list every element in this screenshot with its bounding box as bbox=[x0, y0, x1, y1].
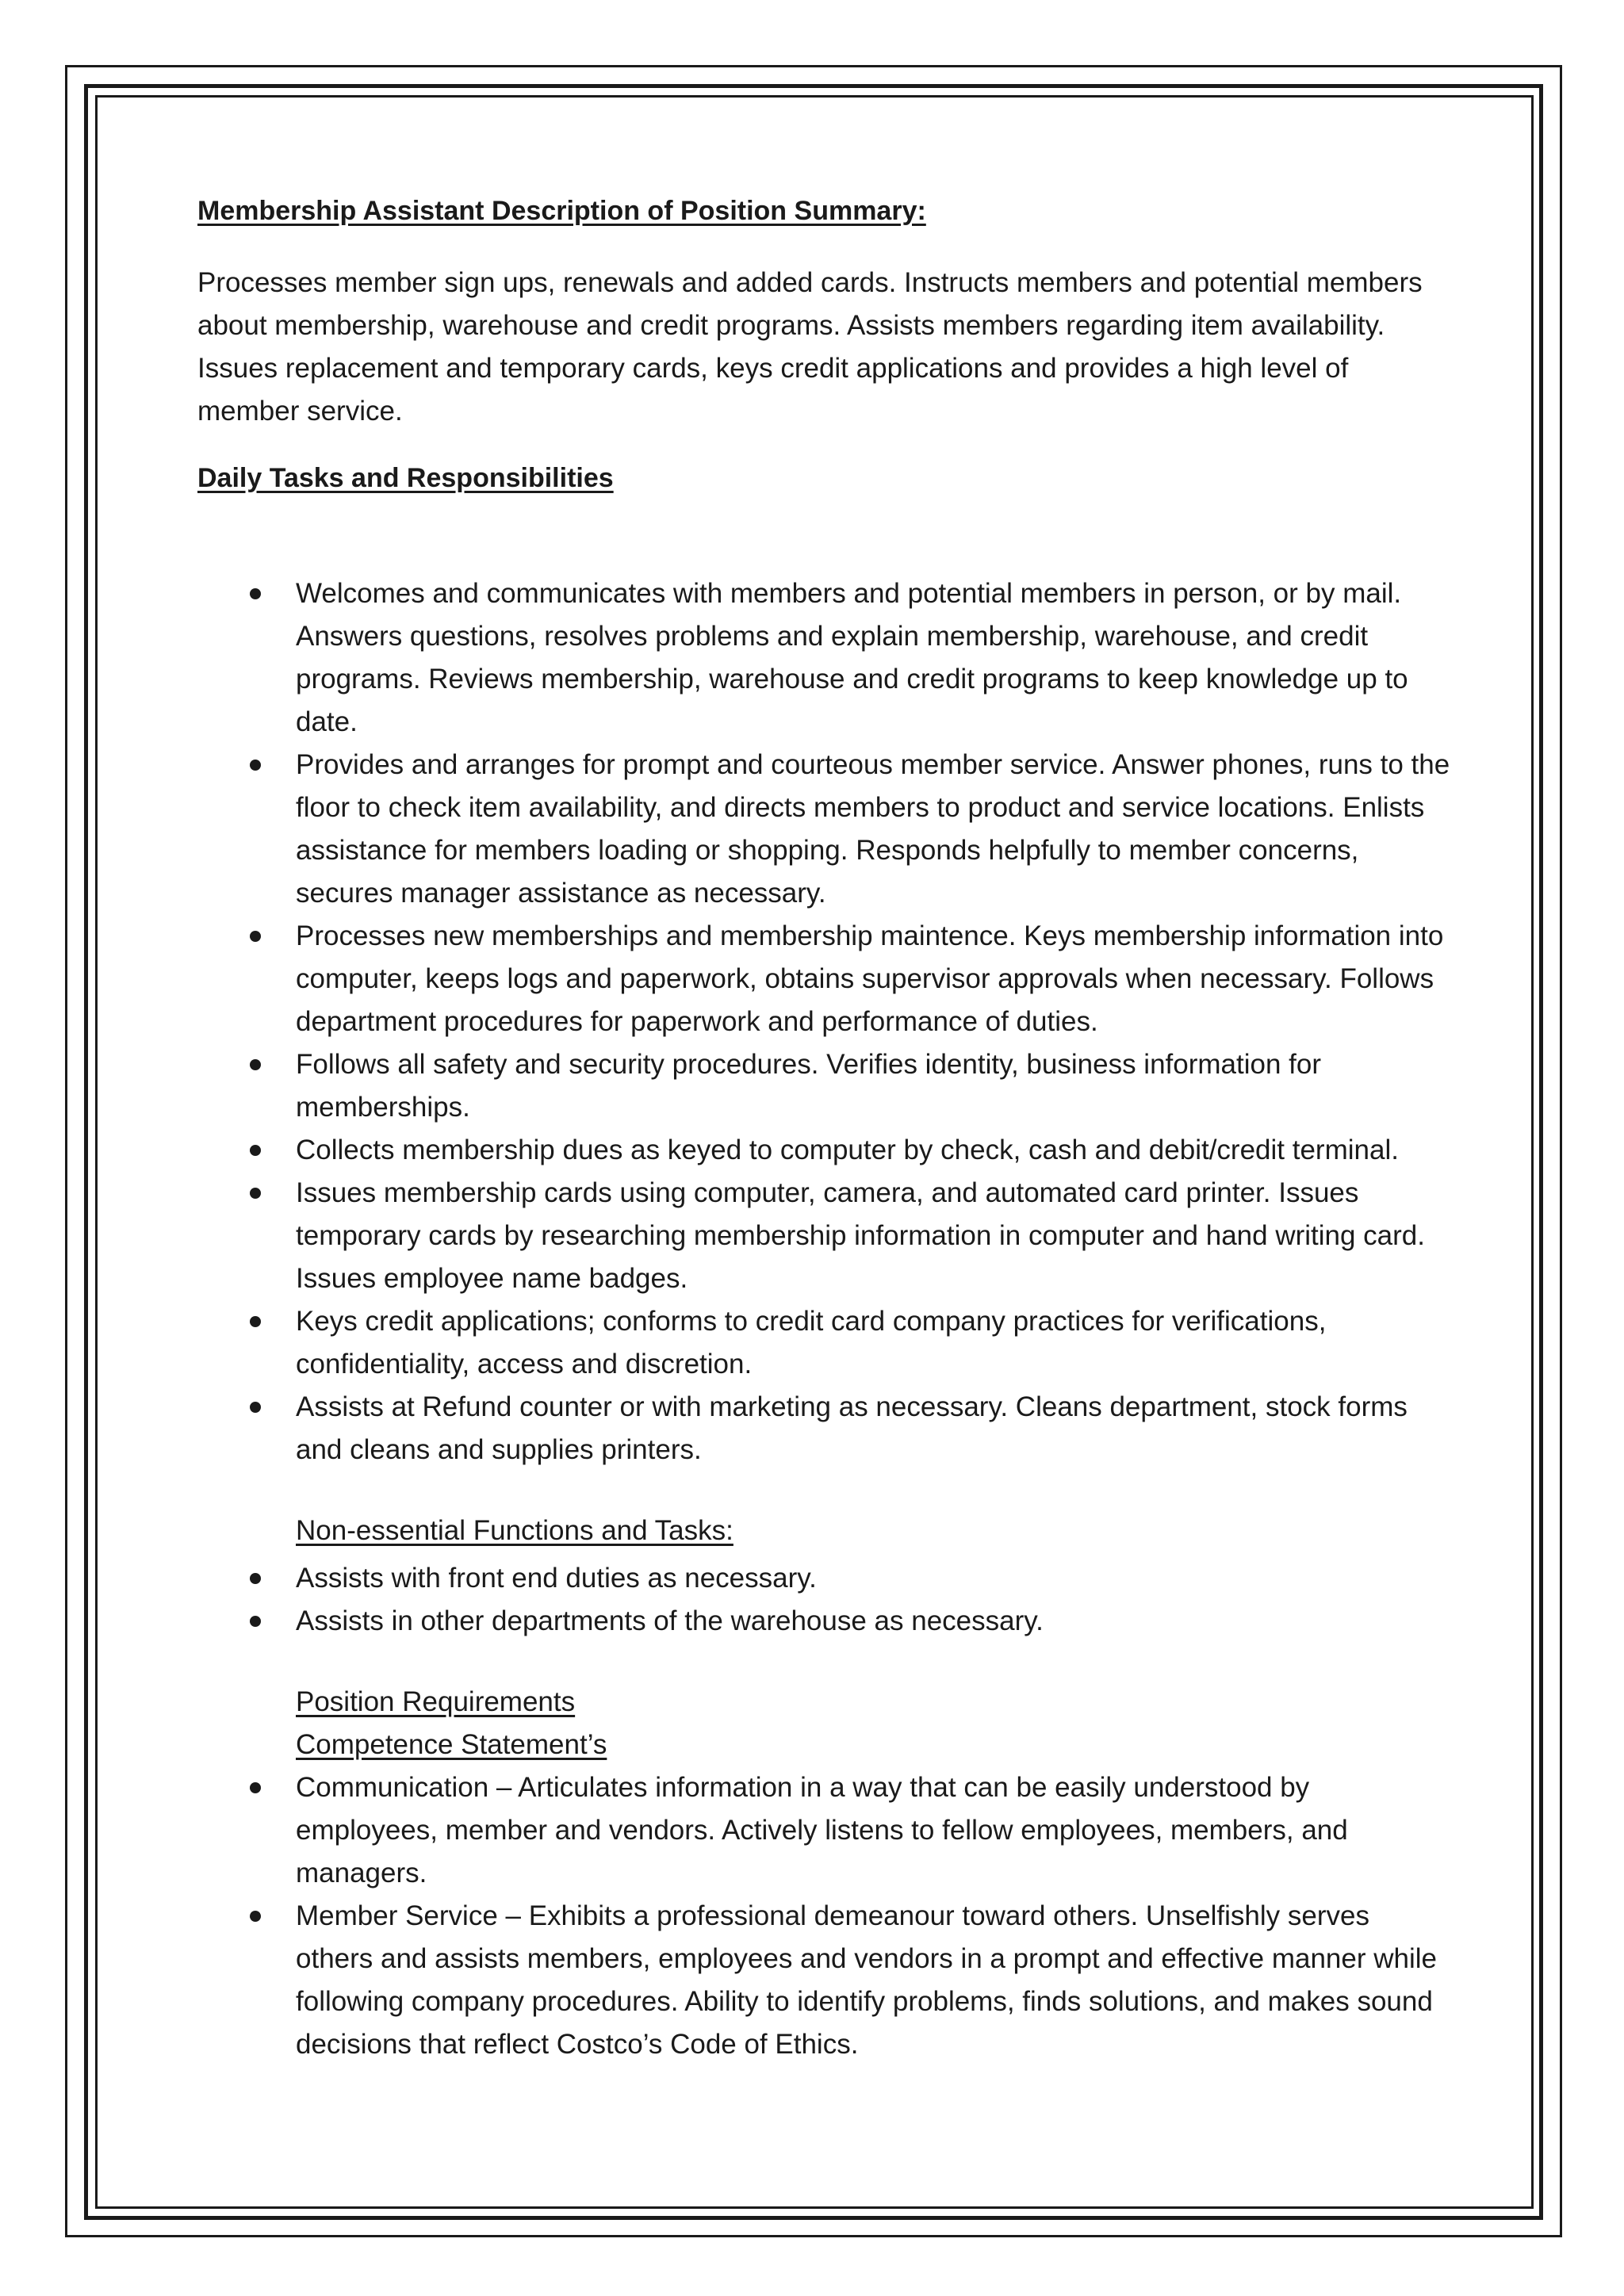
list-item bbox=[197, 1895, 1450, 2066]
list-item-text: Follows all safety and security procedures. Verifies identity, business information for memberships. bbox=[296, 1049, 1322, 1123]
competencies-list bbox=[197, 1766, 1450, 2066]
bullet-icon bbox=[250, 1059, 261, 1070]
list-item-text: Assists in other departments of the warehouse as necessary. bbox=[296, 1605, 1044, 1636]
list-item bbox=[197, 1300, 1450, 1386]
list-item bbox=[197, 572, 1450, 744]
list-item bbox=[197, 744, 1450, 915]
bullet-icon bbox=[250, 1402, 261, 1413]
list-item bbox=[197, 1129, 1450, 1172]
bullet-icon bbox=[250, 1573, 261, 1584]
list-item bbox=[197, 1043, 1450, 1129]
competence-heading: Competence Statement’s bbox=[296, 1729, 607, 1760]
bullet-icon bbox=[250, 588, 261, 599]
bullet-icon bbox=[250, 1616, 261, 1627]
bullet-icon bbox=[250, 1782, 261, 1793]
list-item-text: Provides and arranges for prompt and courteous member service. Answer phones, runs to the floor to check item availability, and directs members to product and service locations. Enlists assistance for members loading or shopping. Responds helpfully to member concerns, secures manager assistance as necessary. bbox=[296, 749, 1450, 909]
list-item-text: Assists with front end duties as necessary. bbox=[296, 1563, 817, 1594]
list-item bbox=[197, 1557, 1450, 1600]
list-item bbox=[197, 915, 1450, 1043]
bullet-icon bbox=[250, 1316, 261, 1327]
list-item bbox=[197, 1600, 1450, 1643]
position-requirements-heading: Position Requirements bbox=[296, 1686, 576, 1717]
daily-tasks-list bbox=[197, 572, 1450, 1471]
list-item bbox=[197, 1766, 1450, 1895]
nonessential-heading: Non-essential Functions and Tasks: bbox=[296, 1515, 733, 1546]
bullet-icon bbox=[250, 1188, 261, 1199]
list-item bbox=[197, 1172, 1450, 1300]
list-item-text: Communication – Articulates information in a way that can be easily understood by employees, member and vendors. Actively listens to fellow employees, members, and managers. bbox=[296, 1772, 1348, 1888]
list-item-text: Keys credit applications; conforms to credit card company practices for verifications, confidentiality, access and discretion. bbox=[296, 1306, 1327, 1380]
list-item-text: Assists at Refund counter or with marketing as necessary. Cleans department, stock forms and cleans and supplies printers. bbox=[296, 1391, 1408, 1465]
bullet-icon bbox=[250, 1145, 261, 1156]
list-item-text: Member Service – Exhibits a professional demeanour toward others. Unselfishly serves others and assists members, employees and vendors in a prompt and effective manner while following company procedures. Ability to identify problems, finds solutions, and makes sound decisions that reflect Costco’s Code of Ethics. bbox=[296, 1900, 1437, 2060]
list-item-text: Processes new memberships and membership maintence. Keys membership information into computer, keeps logs and paperwork, obtains supervisor approvals when necessary. Follows department procedures for paperwork and performance of duties. bbox=[296, 920, 1444, 1037]
list-item-text: Issues membership cards using computer, camera, and automated card printer. Issues temporary cards by researching membership information in computer and hand writing card. Issues employee name badges. bbox=[296, 1177, 1425, 1294]
daily-tasks-heading: Daily Tasks and Responsibilities bbox=[197, 463, 614, 493]
bullet-icon bbox=[250, 931, 261, 942]
list-item-text: Welcomes and communicates with members and potential members in person, or by mail. Answers questions, resolves problems and explain membership, warehouse, and credit programs. Reviews membership, warehouse and credit programs to keep knowledge up to date. bbox=[296, 578, 1408, 737]
bullet-icon bbox=[250, 1911, 261, 1922]
position-summary-heading: Membership Assistant Description of Position Summary: bbox=[197, 196, 926, 226]
bullet-icon bbox=[250, 760, 261, 771]
list-item bbox=[197, 1386, 1450, 1471]
list-item-text: Collects membership dues as keyed to computer by check, cash and debit/credit terminal. bbox=[296, 1135, 1399, 1165]
position-summary-text: Processes member sign ups, renewals and added cards. Instructs members and potential members about membership, warehouse and credit programs. Assists members regarding item availability. Issues replacement and temporary cards, keys credit applications and provides a high level of member service. bbox=[197, 267, 1423, 427]
nonessential-tasks-list bbox=[197, 1557, 1450, 1643]
